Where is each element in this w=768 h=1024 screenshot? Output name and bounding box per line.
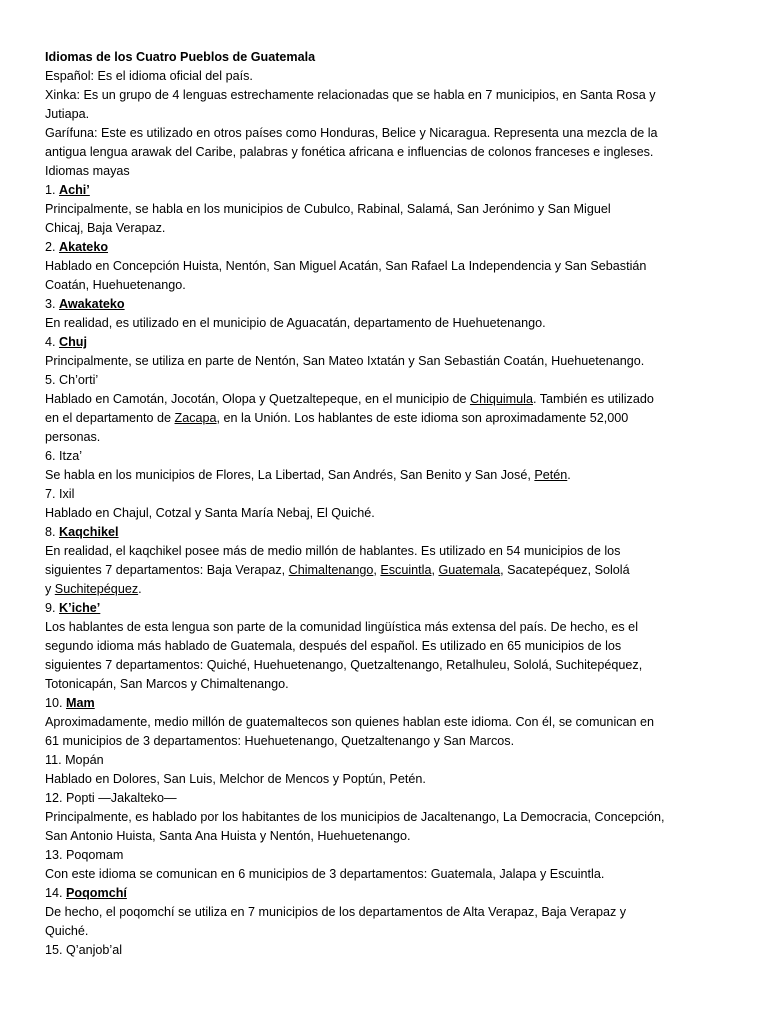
- link-zacapa[interactable]: Zacapa: [174, 411, 217, 425]
- link-peten[interactable]: Petén: [534, 468, 568, 482]
- item-heading-poqomchi: [45, 884, 735, 903]
- text-segment: . También es utilizado: [532, 392, 654, 406]
- link-chiquimula[interactable]: Chiquimula: [469, 392, 533, 406]
- item-text: En realidad, el kaqchikel posee más de medio millón de hablantes. Es utilizado en 54 municipios de los: [45, 544, 621, 558]
- item-text: [45, 580, 735, 599]
- item-heading-ixil: 7. Ixil: [45, 487, 75, 501]
- section-heading-mayas: Idiomas mayas: [45, 164, 130, 178]
- intro-espanol: Español: Es el idioma oficial del país.: [45, 69, 253, 83]
- item-heading-chorti: 5. Ch’orti’: [45, 373, 99, 387]
- item-text: Aproximadamente, medio millón de guatemaltecos son quienes hablan este idioma. Con él, se comunican en: [45, 715, 655, 729]
- item-link-poqomchi[interactable]: Poqomchí: [66, 886, 127, 900]
- item-text: Chicaj, Baja Verapaz.: [45, 221, 166, 235]
- item-link-awakateko[interactable]: Awakateko: [59, 297, 125, 311]
- item-text: [45, 409, 735, 428]
- text-segment: .: [567, 468, 571, 482]
- item-link-kiche[interactable]: K’iche’: [59, 601, 101, 615]
- text-segment: , Sacatepéquez, Sololá: [500, 563, 630, 577]
- text-segment: Se habla en los municipios de Flores, La Libertad, San Andrés, San Benito y San José,: [45, 468, 535, 482]
- item-link-mam[interactable]: Mam: [66, 696, 95, 710]
- text-segment: ,: [373, 563, 381, 577]
- item-text: [45, 466, 735, 485]
- item-text: Coatán, Huehuetenango.: [45, 278, 186, 292]
- item-text: [45, 561, 735, 580]
- intro-xinka-line-2: Jutiapa.: [45, 107, 90, 121]
- document-title: Idiomas de los Cuatro Pueblos de Guatemala: [45, 50, 316, 64]
- item-heading-akateko: [45, 238, 735, 257]
- link-chimaltenango[interactable]: Chimaltenango: [288, 563, 374, 577]
- item-text: De hecho, el poqomchí se utiliza en 7 municipios de los departamentos de Alta Verapaz, Baja Verapaz y: [45, 905, 627, 919]
- item-heading-mam: [45, 694, 735, 713]
- item-heading-itza: 6. Itza’: [45, 449, 83, 463]
- item-text: Los hablantes de esta lengua son parte de la comunidad lingüística más extensa del país. De hecho, es el: [45, 620, 638, 634]
- link-escuintla[interactable]: Escuintla: [380, 563, 432, 577]
- item-text: Principalmente, se habla en los municipios de Cubulco, Rabinal, Salamá, San Jerónimo y San Miguel: [45, 202, 611, 216]
- item-text: Principalmente, es hablado por los habitantes de los municipios de Jacaltenango, La Democracia, Concepción,: [45, 810, 665, 824]
- text-segment: en el departamento de: [45, 411, 175, 425]
- item-heading-kiche: [45, 599, 735, 618]
- item-heading-chuj: [45, 333, 735, 352]
- item-link-kaqchikel[interactable]: Kaqchikel: [59, 525, 119, 539]
- item-text: [45, 390, 735, 409]
- item-link-chuj[interactable]: Chuj: [59, 335, 87, 349]
- link-guatemala[interactable]: Guatemala: [438, 563, 501, 577]
- item-text: personas.: [45, 430, 101, 444]
- item-number: 2.: [45, 240, 60, 254]
- item-heading-kaqchikel: [45, 523, 735, 542]
- text-segment: Hablado en Camotán, Jocotán, Olopa y Quetzaltepeque, en el municipio de: [45, 392, 470, 406]
- item-text: Hablado en Concepción Huista, Nentón, San Miguel Acatán, San Rafael La Independencia y San Sebastián: [45, 259, 647, 273]
- document-body: [45, 48, 735, 960]
- item-number: 3.: [45, 297, 60, 311]
- item-heading-qanjobal: 15. Q’anjob’al: [45, 943, 123, 957]
- item-number: 10.: [45, 696, 67, 710]
- item-heading-awakateko: [45, 295, 735, 314]
- item-text: Quiché.: [45, 924, 89, 938]
- text-segment: , en la Unión. Los hablantes de este idioma son aproximadamente 52,000: [216, 411, 629, 425]
- item-link-akateko[interactable]: Akateko: [59, 240, 109, 254]
- item-text: Hablado en Dolores, San Luis, Melchor de Mencos y Poptún, Petén.: [45, 772, 426, 786]
- item-text: Principalmente, se utiliza en parte de Nentón, San Mateo Ixtatán y San Sebastián Coatán, Huehuetenango.: [45, 354, 645, 368]
- item-number: 8.: [45, 525, 60, 539]
- item-text: En realidad, es utilizado en el municipio de Aguacatán, departamento de Huehuetenango.: [45, 316, 546, 330]
- item-link-achi[interactable]: Achi’: [59, 183, 90, 197]
- item-heading-achi: [45, 181, 735, 200]
- text-segment: y: [45, 582, 55, 596]
- item-number: 9.: [45, 601, 60, 615]
- link-suchitepequez[interactable]: Suchitepéquez: [54, 582, 139, 596]
- item-text: siguientes 7 departamentos: Quiché, Huehuetenango, Quetzaltenango, Retalhuleu, Sololá, Suchitepéquez,: [45, 658, 643, 672]
- item-heading-poqomam: 13. Poqomam: [45, 848, 124, 862]
- item-text: Totonicapán, San Marcos y Chimaltenango.: [45, 677, 289, 691]
- text-segment: ,: [431, 563, 439, 577]
- item-text: segundo idioma más hablado de Guatemala, después del español. Es utilizado en 65 municipios de los: [45, 639, 622, 653]
- intro-garifuna-line-1: Garífuna: Este es utilizado en otros países como Honduras, Belice y Nicaragua. Representa una mezcla de la: [45, 126, 658, 140]
- item-heading-mopan: 11. Mopán: [45, 753, 104, 767]
- text-segment: siguientes 7 departamentos: Baja Verapaz,: [45, 563, 289, 577]
- intro-xinka-line-1: Xinka: Es un grupo de 4 lenguas estrechamente relacionadas que se habla en 7 municipios, en Santa Rosa y: [45, 88, 656, 102]
- item-heading-popti: 12. Popti —Jakalteko—: [45, 791, 177, 805]
- text-segment: .: [138, 582, 142, 596]
- intro-garifuna-line-2: antigua lengua arawak del Caribe, palabras y fonética africana e influencias de colonos franceses e ingleses.: [45, 145, 654, 159]
- item-text: 61 municipios de 3 departamentos: Huehuetenango, Quetzaltenango y San Marcos.: [45, 734, 515, 748]
- item-text: Con este idioma se comunican en 6 municipios de 3 departamentos: Guatemala, Jalapa y Escuintla.: [45, 867, 605, 881]
- item-number: 1.: [45, 183, 60, 197]
- item-text: San Antonio Huista, Santa Ana Huista y Nentón, Huehuetenango.: [45, 829, 411, 843]
- item-number: 14.: [45, 886, 67, 900]
- item-text: Hablado en Chajul, Cotzal y Santa María Nebaj, El Quiché.: [45, 506, 375, 520]
- item-number: 4.: [45, 335, 60, 349]
